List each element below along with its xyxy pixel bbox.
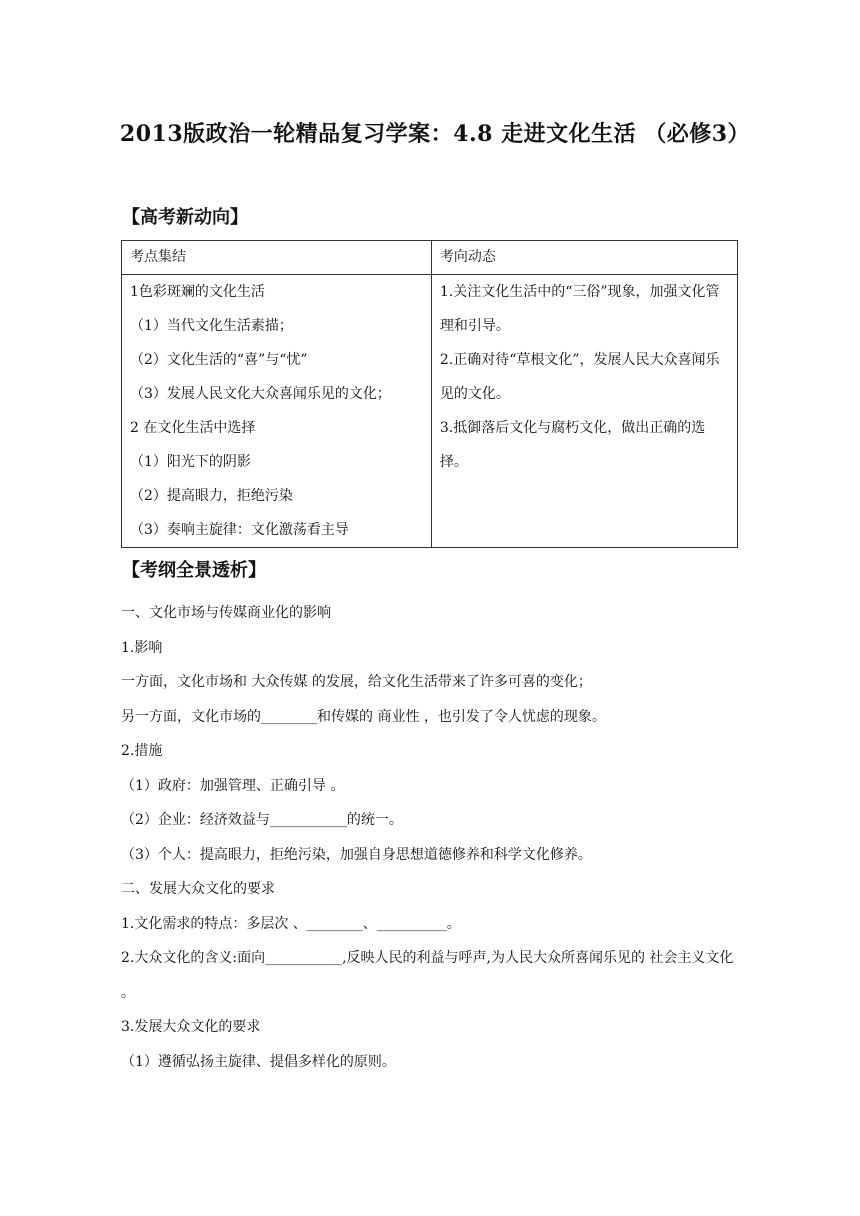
list-item: 2 在文化生活中选择 (130, 420, 256, 436)
list-item: （3）奏响主旋律：文化激荡看主导 (130, 522, 349, 538)
list-item: 3.抵御落后文化与腐朽文化，做出正确的选择。 (439, 420, 706, 470)
body-line: （1）政府：加强管理、正确引导 。 (121, 777, 345, 794)
body-line: （1）遵循弘扬主旋律、提倡多样化的原则。 (121, 1053, 396, 1070)
list-item: 1色彩斑斓的文化生活 (130, 284, 265, 300)
table-header-cell: 考向动态 (431, 241, 737, 275)
exam-trend-table (121, 240, 738, 548)
list-item: （2）文化生活的“喜”与“忧” (130, 352, 308, 368)
trends-cell (431, 275, 737, 548)
list-item: 2.正确对待“草根文化”，发展人民大众喜闻乐见的文化。 (439, 352, 720, 402)
table-header-row (122, 241, 738, 275)
body-line: 二、发展大众文化的要求 (121, 881, 275, 897)
table-header-cell: 考点集结 (122, 241, 432, 275)
body-line: 2.措施 (121, 743, 163, 759)
body-line: （3）个人：提高眼力，拒绝污染，加强自身思想道德修养和科学文化修养。 (121, 846, 592, 863)
body-line: （2）企业：经济效益与___________的统一。 (121, 812, 403, 828)
section-heading-outline: 【考纲全景透析】 (122, 560, 266, 581)
list-item: （1）当代文化生活素描； (130, 318, 293, 334)
document-title: 2013版政治一轮精品复习学案：4.8 走进文化生活 （必修3） (119, 121, 751, 147)
body-line: 1.文化需求的特点：多层次 、________、__________。 (121, 915, 461, 932)
key-points-cell (122, 275, 432, 548)
outline-body (121, 596, 741, 1079)
list-item: （3）发展人民文化大众喜闻乐见的文化； (130, 386, 391, 402)
body-line: 2.大众文化的含义:面向___________,反映人民的利益与呼声,为人民大众所喜闻乐见的 社会主义文化 。 (121, 950, 734, 1001)
section-heading-trends: 【高考新动向】 (122, 207, 248, 228)
body-line: 一方面，文化市场和 大众传媒 的发展，给文化生活带来了许多可喜的变化； (121, 674, 592, 690)
table-row (122, 275, 738, 548)
list-item: （2）提高眼力，拒绝污染 (130, 488, 293, 504)
list-item: 1.关注文化生活中的“三俗”现象，加强文化管理和引导。 (439, 284, 720, 334)
list-item: （1）阳光下的阴影 (130, 454, 251, 470)
body-line: 另一方面，文化市场的________和传媒的 商业性 ，也引发了令人忧虑的现象。 (121, 708, 606, 725)
body-line: 一、文化市场与传媒商业化的影响 (121, 605, 331, 621)
body-line: 3.发展大众文化的要求 (121, 1019, 261, 1035)
body-line: 1.影响 (121, 639, 163, 656)
